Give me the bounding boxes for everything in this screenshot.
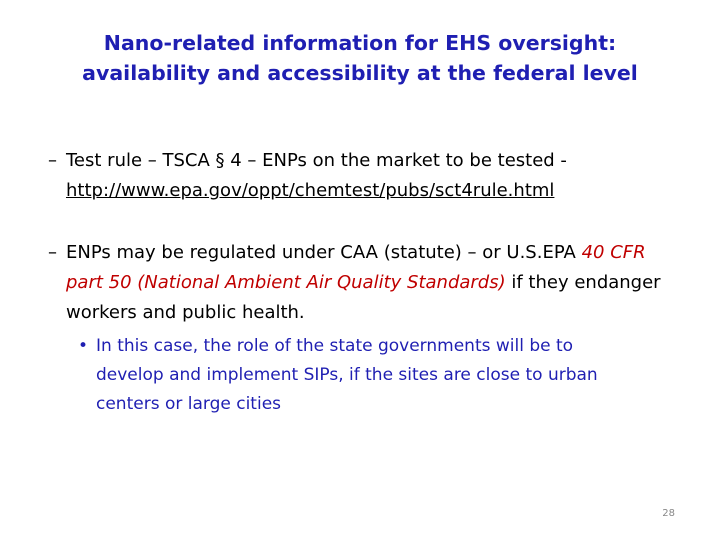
title-line-2: availability and accessibility at the federal level <box>82 61 638 85</box>
tsca-test-rule-link[interactable]: http://www.epa.gov/oppt/chemtest/pubs/sct4rule.html <box>66 180 555 201</box>
cfr-citation: 40 CFR <box>581 242 646 263</box>
title-line-1: Nano-related information for EHS oversight: <box>103 31 617 55</box>
bullet-text-tail: if they endanger <box>505 272 661 293</box>
naaqs-citation: part 50 (National Ambient Air Quality Standards) <box>66 272 506 293</box>
page-number: 28 <box>662 508 675 519</box>
bullet-text-line-2 <box>66 268 661 298</box>
sub-text-line-3: centers or large cities <box>96 394 282 414</box>
slide-title <box>40 28 680 88</box>
bullet-text-line-3: workers and public health. <box>66 302 305 323</box>
sub-text-line-2: develop and implement SIPs, if the sites are close to urban <box>96 365 598 385</box>
bullet-text-line-1 <box>66 238 646 268</box>
bullet-text: Test rule – TSCA § 4 – ENPs on the market to be tested - <box>66 150 567 171</box>
sub-text-line-1: In this case, the role of the state governments will be to <box>96 336 574 356</box>
bullet-marker: • <box>78 336 89 356</box>
dash-marker: – <box>48 150 57 171</box>
bullet-text-lead: ENPs may be regulated under CAA (statute) – or U.S.EPA <box>66 242 582 263</box>
dash-marker: – <box>48 242 57 263</box>
